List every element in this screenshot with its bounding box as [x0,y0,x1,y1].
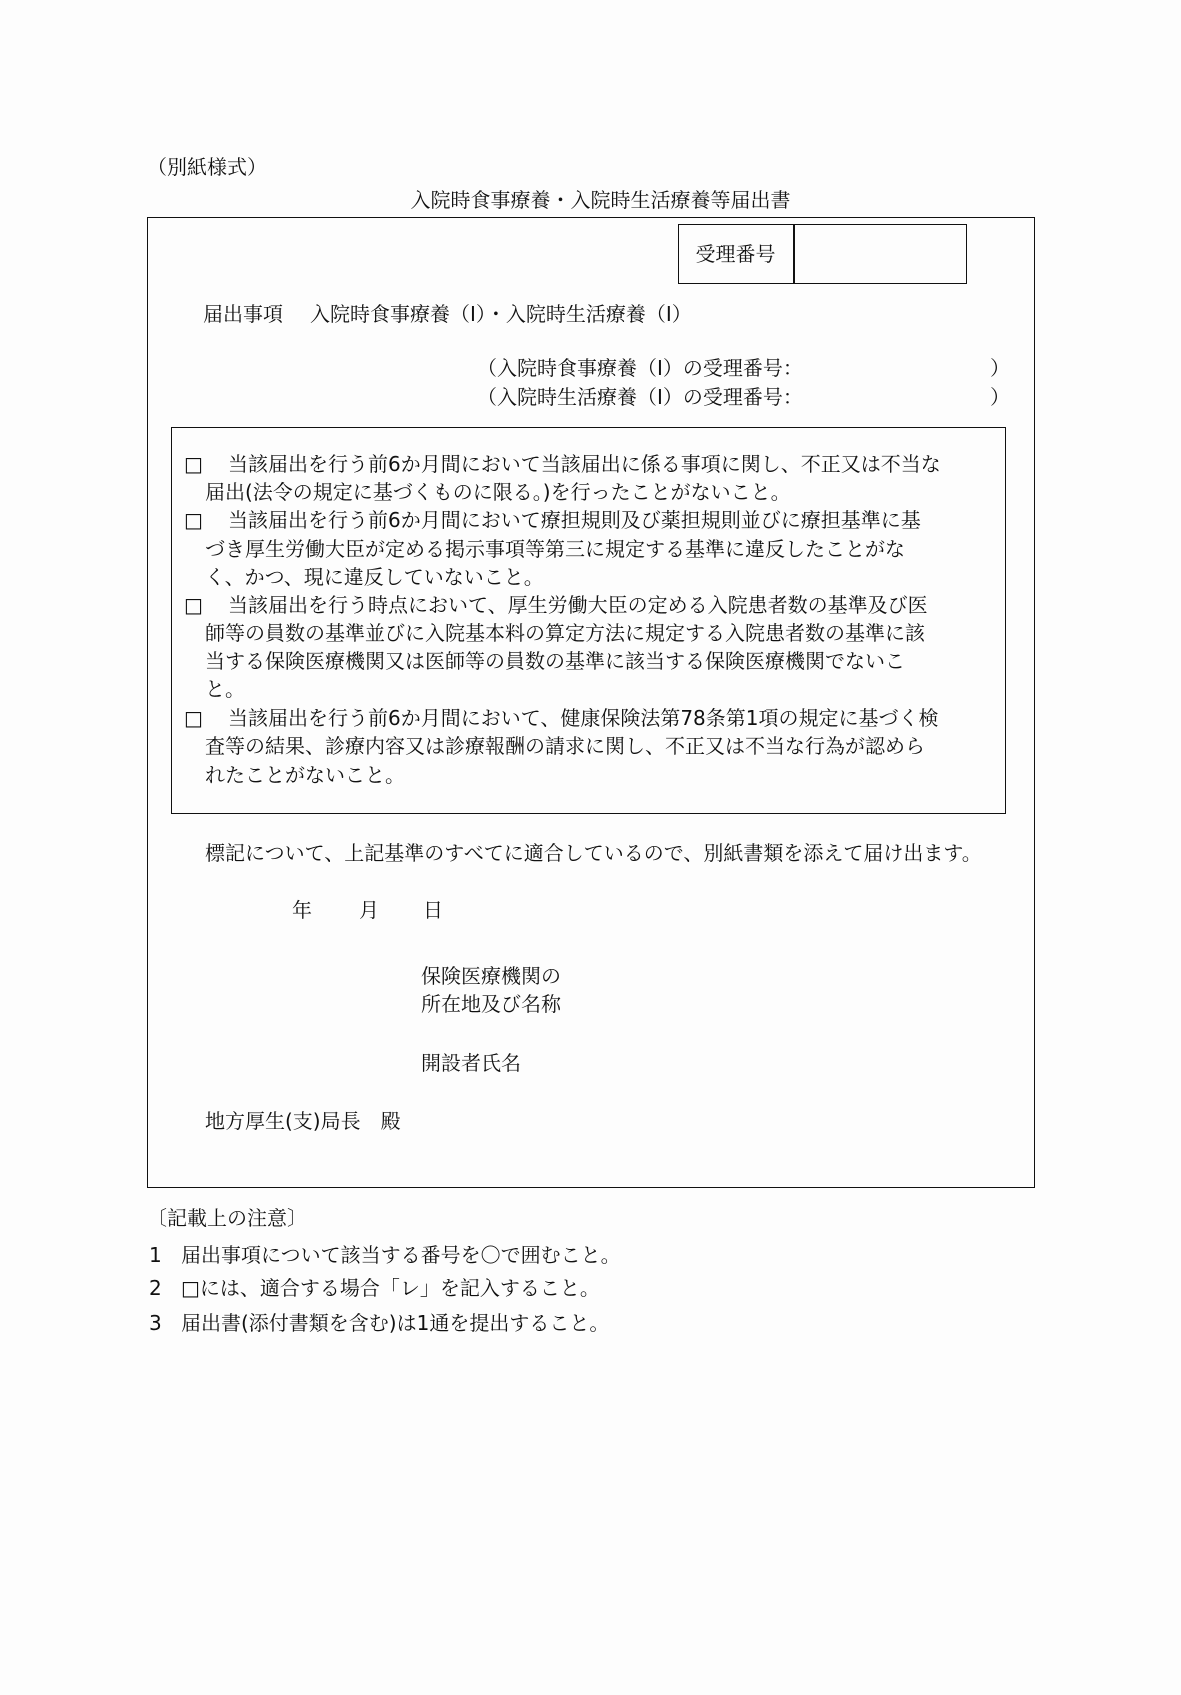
criteria-text: く、かつ、現に違反していないこと。 [205,565,544,589]
founder-name-label: 開設者氏名 [421,1051,521,1075]
date-month: 月 [359,898,379,922]
addressee: 地方厚生(支)局長 殿 [205,1109,401,1133]
criteria-text: 当該届出を行う前6か月間において当該届出に係る事項に関し、不正又は不当な [228,452,941,476]
date-year: 年 [292,898,312,922]
institution-label: 保険医療機関の [421,964,561,988]
criteria-text: れたことがないこと。 [205,763,405,787]
meal-receipt-close: ） [990,356,1010,380]
notification-value: 入院時食事療養（Ⅰ）・入院時生活療養（Ⅰ） [310,302,692,326]
criteria-text: 当する保険医療機関又は医師等の員数の基準に該当する保険医療機関でないこ [205,649,905,673]
criteria-checkbox-1[interactable]: □ [184,452,203,476]
receipt-label: 受理番号 [695,242,776,266]
document-title: 入院時食事療養・入院時生活療養等届出書 [410,188,791,212]
criteria-text: と。 [205,677,245,701]
criteria-checkbox-2[interactable]: □ [184,508,203,532]
criteria-checkbox-3[interactable]: □ [184,593,203,617]
meal-receipt-number-label: （入院時食事療養（Ⅰ）の受理番号： [477,356,803,380]
institution-address-label: 所在地及び名称 [421,992,561,1016]
criteria-text: づき厚生労働大臣が定める掲示事項等第三に規定する基準に違反したことがな [205,537,905,561]
criteria-text: 当該届出を行う時点において、厚生労働大臣の定める入院患者数の基準及び医 [228,593,928,617]
criteria-text: 当該届出を行う前6か月間において、健康保険法第78条第1項の規定に基づく検 [228,706,939,730]
declaration-text: 標記について、上記基準のすべてに適合しているので、別紙書類を添えて届け出ます。 [205,841,982,865]
living-receipt-number-label: （入院時生活療養（Ⅰ）の受理番号： [477,385,803,409]
notes-heading: 〔記載上の注意〕 [147,1206,307,1230]
note-text: □には、適合する場合「レ」を記入すること。 [181,1276,600,1300]
note-text: 届出事項について該当する番号を〇で囲むこと。 [181,1243,621,1267]
criteria-text: 査等の結果、診療内容又は診療報酬の請求に関し、不正又は不当な行為が認めら [205,734,925,758]
criteria-text: 届出(法令の規定に基づくものに限る。)を行ったことがないこと。 [205,480,791,504]
living-receipt-close: ） [990,385,1010,409]
note-number: 3 [149,1311,162,1335]
note-number: 2 [149,1276,162,1300]
receipt-number-field[interactable] [795,240,965,268]
criteria-checkbox-4[interactable]: □ [184,706,203,730]
criteria-text: 師等の員数の基準並びに入院基本料の算定方法に規定する入院患者数の基準に該 [205,621,925,645]
note-number: 1 [149,1243,162,1267]
notification-label: 届出事項 [203,302,283,326]
date-day: 日 [423,898,443,922]
form-label: （別紙様式） [147,155,267,179]
criteria-text: 当該届出を行う前6か月間において療担規則及び薬担規則並びに療担基準に基 [228,508,921,532]
note-text: 届出書(添付書類を含む)は1通を提出すること。 [181,1311,610,1335]
